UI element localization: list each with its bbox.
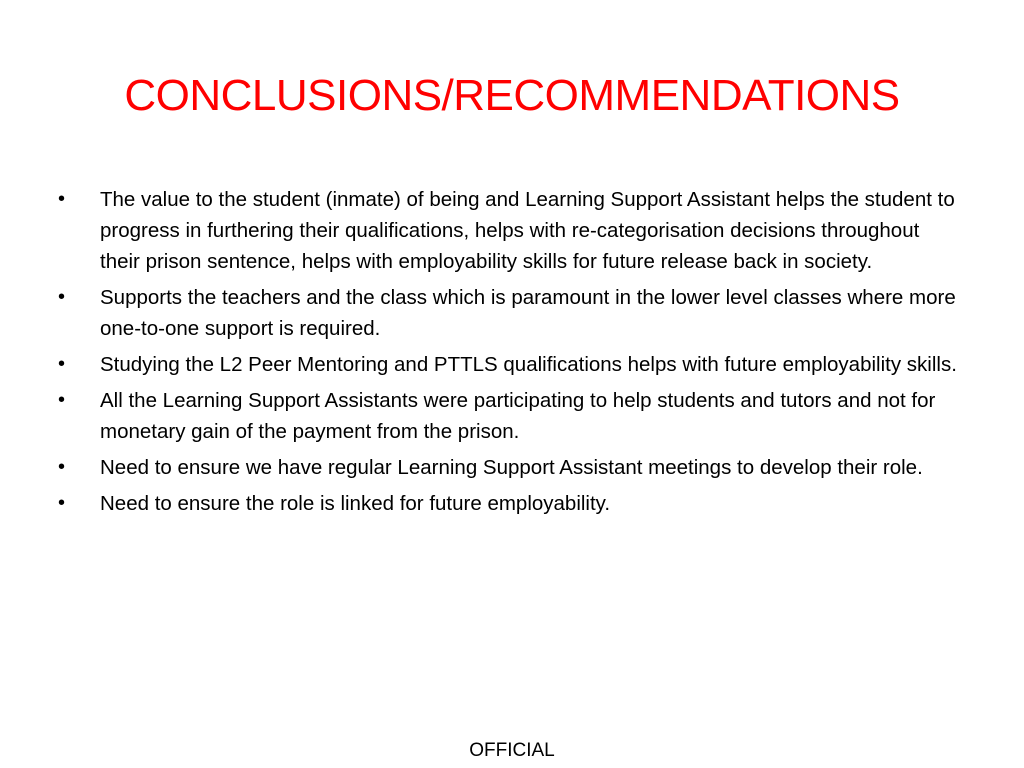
bullet-item: [58, 452, 958, 483]
bullet-icon: •: [58, 389, 66, 411]
slide-title: CONCLUSIONS/RECOMMENDATIONS: [124, 71, 900, 120]
bullet-icon: •: [58, 286, 66, 308]
bullet-icon: •: [58, 456, 66, 478]
bullet-text: All the Learning Support Assistants were participating to help students and tutors and not for monetary gain of the payment from the prison.: [100, 389, 936, 443]
bullet-item: [58, 282, 958, 344]
bullet-icon: •: [58, 353, 66, 375]
bullet-icon: •: [58, 188, 66, 210]
footer-classification: OFFICIAL: [469, 740, 555, 761]
bullet-item: [58, 184, 958, 277]
bullet-text: Supports the teachers and the class which is paramount in the lower level classes where more one-to-one support is required.: [100, 286, 956, 340]
bullet-item: [58, 488, 958, 519]
bullet-item: [58, 385, 958, 447]
bullet-list: [58, 184, 958, 524]
bullet-text: Need to ensure the role is linked for future employability.: [100, 492, 611, 515]
bullet-text: Studying the L2 Peer Mentoring and PTTLS qualifications helps with future employability skills.: [100, 353, 957, 376]
bullet-text: The value to the student (inmate) of being and Learning Support Assistant helps the student to progress in furthering their qualifications, helps with re-categorisation decisions throughout their prison sentence, helps with employability skills for future release back in society.: [100, 188, 955, 273]
bullet-text: Need to ensure we have regular Learning Support Assistant meetings to develop their role.: [100, 456, 923, 479]
bullet-icon: •: [58, 492, 66, 514]
bullet-item: [58, 349, 958, 380]
